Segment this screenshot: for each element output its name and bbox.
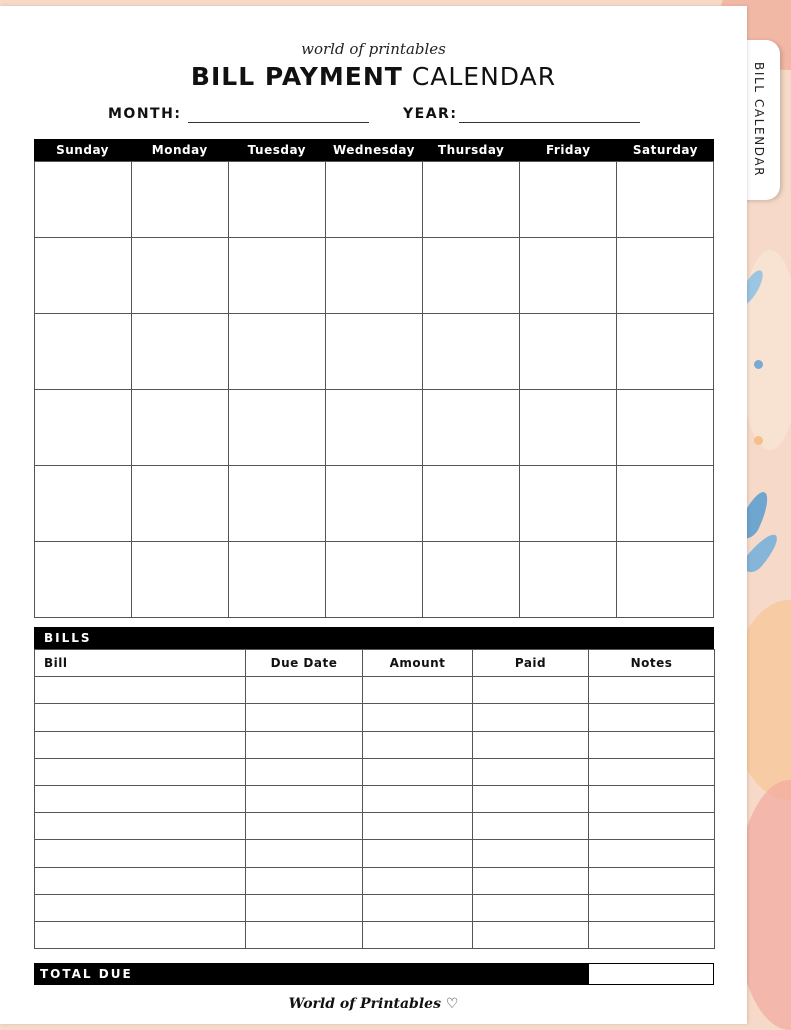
year-label: YEAR: <box>403 106 458 122</box>
table-cell[interactable] <box>363 867 473 894</box>
calendar-day-cell[interactable] <box>520 162 617 238</box>
calendar-day-cell[interactable] <box>520 466 617 542</box>
calendar-grid <box>34 161 714 618</box>
column-header-amount: Amount <box>363 650 473 677</box>
day-header: Friday <box>545 143 591 157</box>
total-due-label: TOTAL DUE <box>34 963 588 985</box>
table-cell[interactable] <box>35 921 246 948</box>
column-header-notes: Notes <box>589 650 715 677</box>
calendar-day-cell[interactable] <box>229 162 326 238</box>
table-row <box>35 840 715 867</box>
table-row <box>35 921 715 948</box>
table-cell[interactable] <box>246 921 363 948</box>
table-cell[interactable] <box>589 867 715 894</box>
table-row <box>35 704 715 731</box>
table-cell[interactable] <box>246 840 363 867</box>
calendar-day-cell[interactable] <box>423 162 520 238</box>
table-cell[interactable] <box>246 704 363 731</box>
table-row <box>35 677 715 704</box>
table-cell[interactable] <box>35 731 246 758</box>
bills-section-label: BILLS <box>34 627 714 649</box>
title-light: CALENDAR <box>411 62 557 91</box>
column-header-paid: Paid <box>473 650 589 677</box>
table-cell[interactable] <box>589 813 715 840</box>
table-cell[interactable] <box>363 704 473 731</box>
table-cell[interactable] <box>473 758 589 785</box>
calendar-day-cell[interactable] <box>520 238 617 314</box>
table-cell[interactable] <box>589 677 715 704</box>
calendar-day-cell[interactable] <box>617 542 714 618</box>
dot-decoration <box>754 360 763 369</box>
bills-section <box>34 627 714 949</box>
calendar-day-cell[interactable] <box>617 162 714 238</box>
calendar-day-cell[interactable] <box>326 314 423 390</box>
calendar-day-cell[interactable] <box>35 466 132 542</box>
table-row <box>35 758 715 785</box>
day-header: Tuesday <box>247 143 307 157</box>
table-cell[interactable] <box>363 840 473 867</box>
day-header: Thursday <box>437 143 505 157</box>
footer-brand: World of Printables ♡ <box>288 996 459 1012</box>
calendar-day-cell[interactable] <box>520 390 617 466</box>
calendar-day-cell[interactable] <box>617 314 714 390</box>
table-cell[interactable] <box>35 677 246 704</box>
table-cell[interactable] <box>246 758 363 785</box>
day-header: Monday <box>151 143 208 157</box>
table-row <box>35 731 715 758</box>
table-cell[interactable] <box>35 840 246 867</box>
page-title <box>0 62 747 91</box>
total-due-field[interactable] <box>588 963 714 985</box>
calendar-day-cell[interactable] <box>229 390 326 466</box>
table-cell[interactable] <box>473 840 589 867</box>
calendar-day-cell[interactable] <box>423 238 520 314</box>
calendar-day-cell[interactable] <box>520 314 617 390</box>
calendar-day-cell[interactable] <box>35 238 132 314</box>
table-cell[interactable] <box>35 704 246 731</box>
table-cell[interactable] <box>473 731 589 758</box>
calendar-day-cell[interactable] <box>229 314 326 390</box>
column-header-bill: Bill <box>35 650 246 677</box>
table-cell[interactable] <box>473 785 589 812</box>
calendar-day-cell[interactable] <box>326 162 423 238</box>
table-cell[interactable] <box>363 921 473 948</box>
day-header: Wednesday <box>332 143 415 157</box>
table-cell[interactable] <box>589 785 715 812</box>
table-cell[interactable] <box>246 867 363 894</box>
table-row <box>35 813 715 840</box>
year-field[interactable] <box>459 122 640 123</box>
calendar-day-cell[interactable] <box>423 390 520 466</box>
table-cell[interactable] <box>363 785 473 812</box>
bills-table <box>34 649 715 949</box>
calendar-day-cell[interactable] <box>326 542 423 618</box>
table-cell[interactable] <box>35 894 246 921</box>
table-cell[interactable] <box>246 677 363 704</box>
calendar-day-cell[interactable] <box>423 542 520 618</box>
table-row <box>35 785 715 812</box>
calendar <box>34 139 714 618</box>
calendar-day-cell[interactable] <box>520 542 617 618</box>
calendar-header <box>34 139 714 161</box>
calendar-day-cell[interactable] <box>326 466 423 542</box>
calendar-day-cell[interactable] <box>617 238 714 314</box>
calendar-day-cell[interactable] <box>35 314 132 390</box>
calendar-day-cell[interactable] <box>132 542 229 618</box>
table-cell[interactable] <box>35 785 246 812</box>
table-cell[interactable] <box>363 731 473 758</box>
table-cell[interactable] <box>589 894 715 921</box>
table-cell[interactable] <box>589 731 715 758</box>
table-cell[interactable] <box>589 840 715 867</box>
calendar-day-cell[interactable] <box>229 466 326 542</box>
calendar-day-cell[interactable] <box>35 390 132 466</box>
side-tab-label: BILL CALENDAR <box>752 62 766 178</box>
table-cell[interactable] <box>473 677 589 704</box>
table-cell[interactable] <box>363 894 473 921</box>
calendar-day-cell[interactable] <box>132 466 229 542</box>
table-cell[interactable] <box>35 758 246 785</box>
table-cell[interactable] <box>363 813 473 840</box>
table-cell[interactable] <box>473 921 589 948</box>
dot-decoration <box>754 436 763 445</box>
table-cell[interactable] <box>35 867 246 894</box>
table-cell[interactable] <box>363 677 473 704</box>
table-cell[interactable] <box>35 813 246 840</box>
total-due-row <box>34 963 714 985</box>
month-field[interactable] <box>188 122 369 123</box>
calendar-day-cell[interactable] <box>132 314 229 390</box>
month-label: MONTH: <box>108 106 182 122</box>
column-header-due-date: Due Date <box>246 650 363 677</box>
calendar-day-cell[interactable] <box>423 314 520 390</box>
table-cell[interactable] <box>589 921 715 948</box>
table-cell[interactable] <box>473 704 589 731</box>
table-cell[interactable] <box>246 785 363 812</box>
table-cell[interactable] <box>363 758 473 785</box>
calendar-day-cell[interactable] <box>326 390 423 466</box>
calendar-day-cell[interactable] <box>132 390 229 466</box>
calendar-day-cell[interactable] <box>617 466 714 542</box>
table-cell[interactable] <box>473 813 589 840</box>
day-header: Saturday <box>632 143 698 157</box>
table-cell[interactable] <box>246 731 363 758</box>
calendar-day-cell[interactable] <box>35 542 132 618</box>
title-bold: BILL PAYMENT <box>190 62 403 91</box>
brand-script: world of printables <box>301 40 446 58</box>
table-cell[interactable] <box>246 894 363 921</box>
calendar-day-cell[interactable] <box>229 542 326 618</box>
day-header: Sunday <box>56 143 109 157</box>
table-cell[interactable] <box>246 813 363 840</box>
calendar-day-cell[interactable] <box>35 162 132 238</box>
table-cell[interactable] <box>473 894 589 921</box>
table-cell[interactable] <box>473 867 589 894</box>
calendar-day-cell[interactable] <box>617 390 714 466</box>
table-cell[interactable] <box>589 758 715 785</box>
calendar-day-cell[interactable] <box>132 238 229 314</box>
table-cell[interactable] <box>589 704 715 731</box>
printable-page <box>0 6 747 1024</box>
calendar-day-cell[interactable] <box>229 238 326 314</box>
table-row <box>35 894 715 921</box>
calendar-day-cell[interactable] <box>326 238 423 314</box>
calendar-day-cell[interactable] <box>423 466 520 542</box>
calendar-day-cell[interactable] <box>132 162 229 238</box>
table-row <box>35 867 715 894</box>
